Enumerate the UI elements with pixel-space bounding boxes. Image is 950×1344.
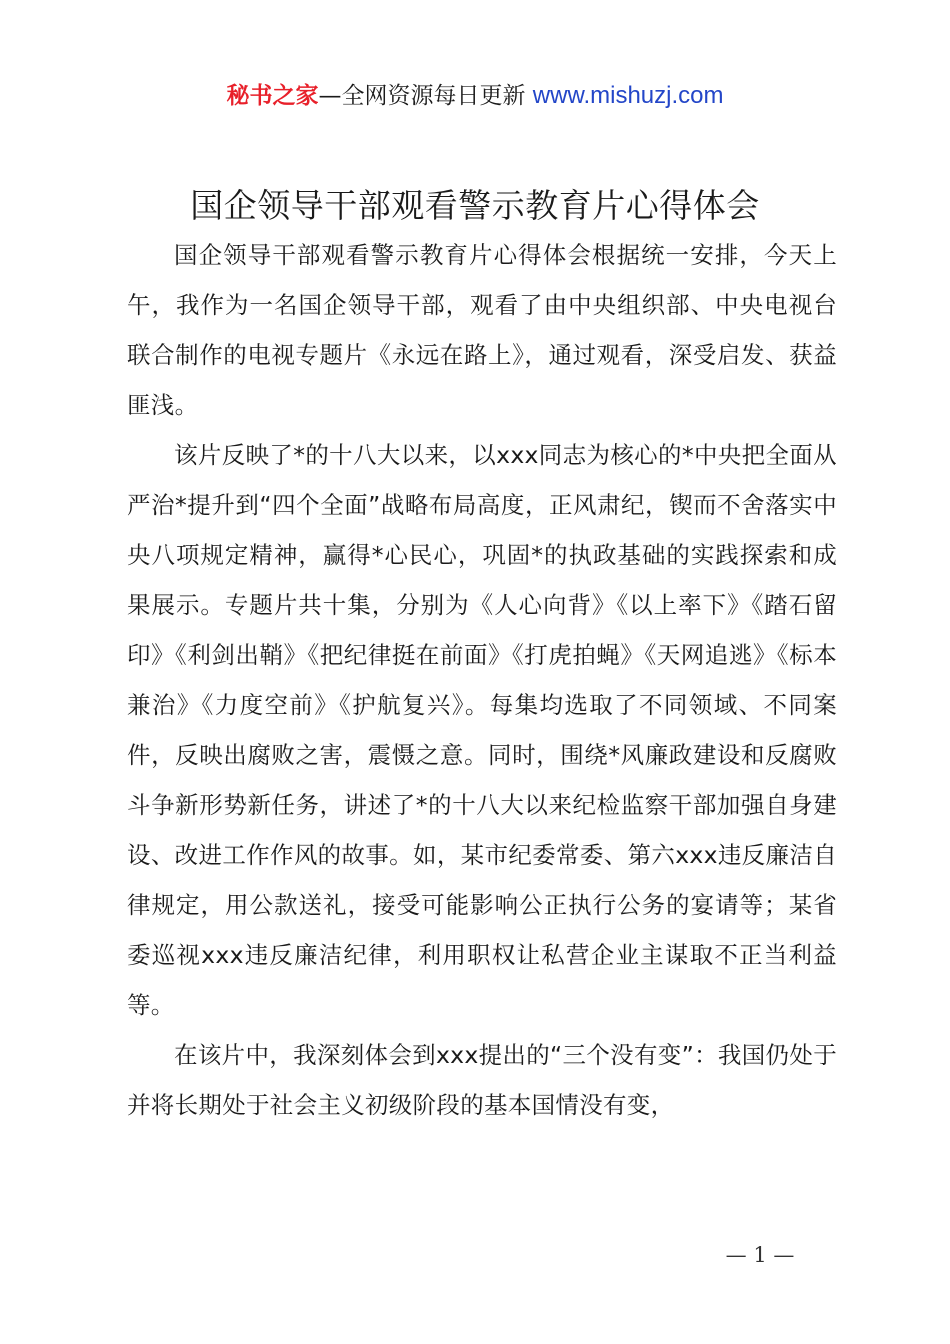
paragraph-3: 在该片中，我深刻体会到xxx提出的“三个没有变”：我国仍处于并将长期处于社会主义初级阶段的基本国情没有变， <box>127 1041 837 1119</box>
paragraph-2: 该片反映了*的十八大以来，以xxx同志为核心的*中央把全面从严治*提升到“四个全面”战略布局高度，正风肃纪，锲而不舍落实中央八项规定精神，赢得*心民心，巩固*的执政基础的实践探索和成果展示。专题片共十集，分别为《人心向背》《以上率下》《踏石留印》《利剑出鞘》《把纪律挺在前面》《打虎拍蝇》《天网追逃》《标本兼治》《力度空前》《护航复兴》。每集均选取了不同领域、不同案件，反映出腐败之害，震慑之意。同时，围绕*风廉政建设和反腐败斗争新形势新任务，讲述了*的十八大以来纪检监察干部加强自身建设、改进工作作风的故事。如，某市纪委常委、第六xxx违反廉洁自律规定，用公款送礼，接受可能影响公正执行公务的宴请等；某省委巡视xxx违反廉洁纪律，利用职权让私营企业主谋取不正当利益等。 <box>127 441 837 1019</box>
site-url-link[interactable]: www.mishuzj.com <box>532 82 724 109</box>
paragraph-1: 国企领导干部观看警示教育片心得体会根据统一安排，今天上午，我作为一名国企领导干部，观看了由中央组织部、中央电视台联合制作的电视专题片《永远在路上》，通过观看，深受启发、获益匪浅。 <box>127 241 837 419</box>
document-body <box>127 230 837 1130</box>
page-number: — 1 — <box>725 1243 795 1267</box>
site-header <box>0 80 950 112</box>
site-brand: 秘书之家 <box>226 83 319 109</box>
document-title: 国企领导干部观看警示教育片心得体会 <box>190 186 760 225</box>
site-tagline: —全网资源每日更新 <box>318 83 526 109</box>
